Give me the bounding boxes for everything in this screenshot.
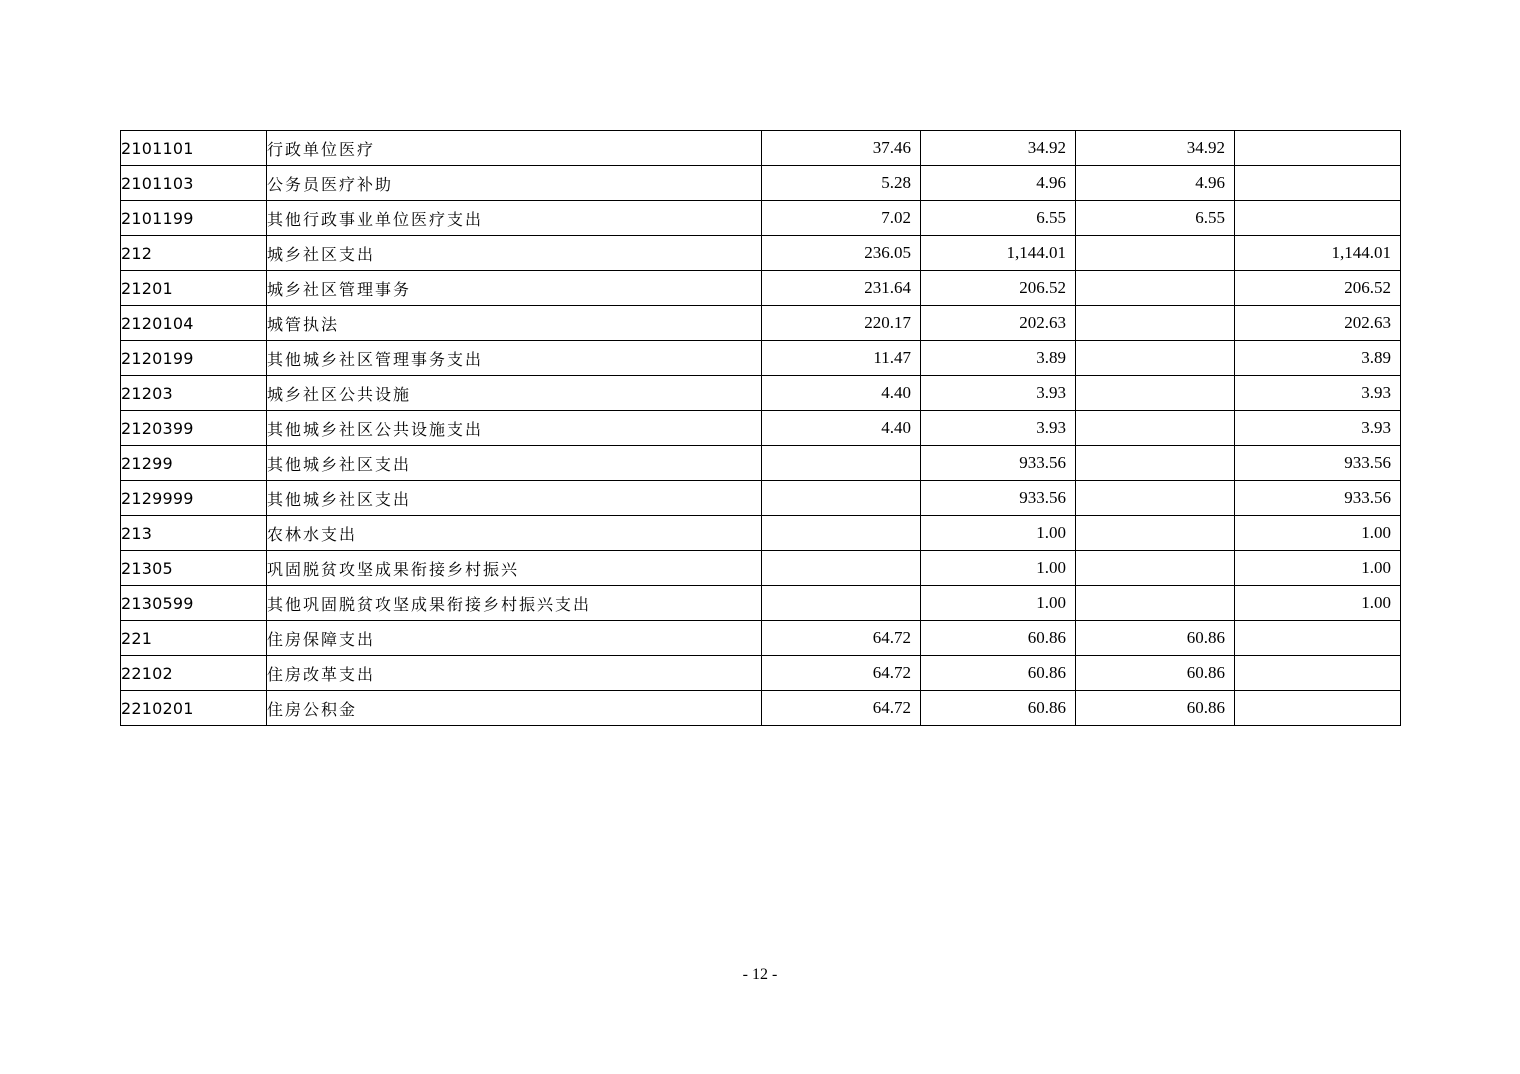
amount-cell-col1: 37.46 [762,131,921,166]
amount-cell-col4: 206.52 [1235,271,1401,306]
table-row [121,201,1401,236]
subject-name-cell: 住房公积金 [267,691,762,726]
subject-code-cell: 21201 [121,271,267,306]
amount-cell-col2: 4.96 [921,166,1076,201]
table-row [121,656,1401,691]
subject-code-cell: 212 [121,236,267,271]
table-row [121,621,1401,656]
amount-cell-col3: 60.86 [1076,656,1235,691]
amount-cell-col1: 4.40 [762,411,921,446]
amount-cell-col1 [762,446,921,481]
amount-cell-col1 [762,481,921,516]
amount-cell-col3: 6.55 [1076,201,1235,236]
amount-cell-col1: 5.28 [762,166,921,201]
table-row [121,271,1401,306]
table-row [121,481,1401,516]
amount-cell-col2: 60.86 [921,621,1076,656]
amount-cell-col1: 236.05 [762,236,921,271]
amount-cell-col1: 4.40 [762,376,921,411]
amount-cell-col3 [1076,271,1235,306]
amount-cell-col4: 3.93 [1235,376,1401,411]
amount-cell-col2: 34.92 [921,131,1076,166]
amount-cell-col1 [762,551,921,586]
table-body [121,131,1401,726]
subject-code-cell: 2101199 [121,201,267,236]
table-row [121,306,1401,341]
amount-cell-col3: 4.96 [1076,166,1235,201]
subject-code-cell: 221 [121,621,267,656]
subject-name-cell: 其他城乡社区支出 [267,481,762,516]
amount-cell-col2: 206.52 [921,271,1076,306]
subject-code-cell: 21305 [121,551,267,586]
amount-cell-col2: 1.00 [921,516,1076,551]
amount-cell-col4 [1235,691,1401,726]
amount-cell-col3 [1076,516,1235,551]
amount-cell-col2: 60.86 [921,691,1076,726]
amount-cell-col4 [1235,131,1401,166]
amount-cell-col1: 220.17 [762,306,921,341]
amount-cell-col2: 3.93 [921,376,1076,411]
subject-name-cell: 住房改革支出 [267,656,762,691]
amount-cell-col2: 3.93 [921,411,1076,446]
table-row [121,236,1401,271]
subject-name-cell: 城乡社区管理事务 [267,271,762,306]
subject-code-cell: 2210201 [121,691,267,726]
amount-cell-col4: 3.89 [1235,341,1401,376]
amount-cell-col3 [1076,236,1235,271]
subject-name-cell: 农林水支出 [267,516,762,551]
table-row [121,341,1401,376]
table-row [121,446,1401,481]
subject-code-cell: 213 [121,516,267,551]
amount-cell-col2: 3.89 [921,341,1076,376]
amount-cell-col2: 1.00 [921,551,1076,586]
subject-code-cell: 21203 [121,376,267,411]
subject-name-cell: 其他城乡社区支出 [267,446,762,481]
subject-code-cell: 2120199 [121,341,267,376]
amount-cell-col2: 202.63 [921,306,1076,341]
table-row [121,551,1401,586]
subject-name-cell: 城管执法 [267,306,762,341]
amount-cell-col4 [1235,166,1401,201]
amount-cell-col3 [1076,551,1235,586]
subject-code-cell: 2101101 [121,131,267,166]
table-row [121,166,1401,201]
subject-name-cell: 其他行政事业单位医疗支出 [267,201,762,236]
amount-cell-col2: 1.00 [921,586,1076,621]
amount-cell-col4: 1.00 [1235,516,1401,551]
amount-cell-col2: 1,144.01 [921,236,1076,271]
amount-cell-col4: 3.93 [1235,411,1401,446]
amount-cell-col3: 34.92 [1076,131,1235,166]
amount-cell-col2: 60.86 [921,656,1076,691]
subject-name-cell: 其他巩固脱贫攻坚成果衔接乡村振兴支出 [267,586,762,621]
amount-cell-col3 [1076,586,1235,621]
amount-cell-col1: 64.72 [762,691,921,726]
amount-cell-col3 [1076,481,1235,516]
amount-cell-col3 [1076,376,1235,411]
amount-cell-col4: 1.00 [1235,586,1401,621]
amount-cell-col3 [1076,446,1235,481]
amount-cell-col4: 933.56 [1235,481,1401,516]
table-row [121,516,1401,551]
amount-cell-col1: 64.72 [762,656,921,691]
amount-cell-col2: 933.56 [921,446,1076,481]
amount-cell-col4: 1,144.01 [1235,236,1401,271]
subject-name-cell: 其他城乡社区管理事务支出 [267,341,762,376]
amount-cell-col1 [762,586,921,621]
amount-cell-col3 [1076,341,1235,376]
table-row [121,131,1401,166]
subject-name-cell: 城乡社区公共设施 [267,376,762,411]
amount-cell-col4 [1235,656,1401,691]
subject-code-cell: 2101103 [121,166,267,201]
amount-cell-col1: 7.02 [762,201,921,236]
amount-cell-col1: 231.64 [762,271,921,306]
subject-code-cell: 2129999 [121,481,267,516]
subject-code-cell: 21299 [121,446,267,481]
amount-cell-col2: 933.56 [921,481,1076,516]
amount-cell-col3: 60.86 [1076,621,1235,656]
subject-name-cell: 巩固脱贫攻坚成果衔接乡村振兴 [267,551,762,586]
table-row [121,586,1401,621]
subject-code-cell: 2120399 [121,411,267,446]
subject-code-cell: 2120104 [121,306,267,341]
budget-expenditure-table [120,130,1401,726]
page-number: - 12 - [742,966,778,983]
amount-cell-col3: 60.86 [1076,691,1235,726]
subject-name-cell: 城乡社区支出 [267,236,762,271]
subject-name-cell: 其他城乡社区公共设施支出 [267,411,762,446]
amount-cell-col3 [1076,411,1235,446]
table-row [121,376,1401,411]
subject-name-cell: 行政单位医疗 [267,131,762,166]
amount-cell-col1: 64.72 [762,621,921,656]
amount-cell-col2: 6.55 [921,201,1076,236]
subject-code-cell: 22102 [121,656,267,691]
subject-name-cell: 住房保障支出 [267,621,762,656]
amount-cell-col4 [1235,621,1401,656]
amount-cell-col4: 933.56 [1235,446,1401,481]
amount-cell-col3 [1076,306,1235,341]
subject-code-cell: 2130599 [121,586,267,621]
amount-cell-col1 [762,516,921,551]
amount-cell-col4: 202.63 [1235,306,1401,341]
amount-cell-col4 [1235,201,1401,236]
amount-cell-col4: 1.00 [1235,551,1401,586]
amount-cell-col1: 11.47 [762,341,921,376]
table-row [121,691,1401,726]
table-row [121,411,1401,446]
subject-name-cell: 公务员医疗补助 [267,166,762,201]
